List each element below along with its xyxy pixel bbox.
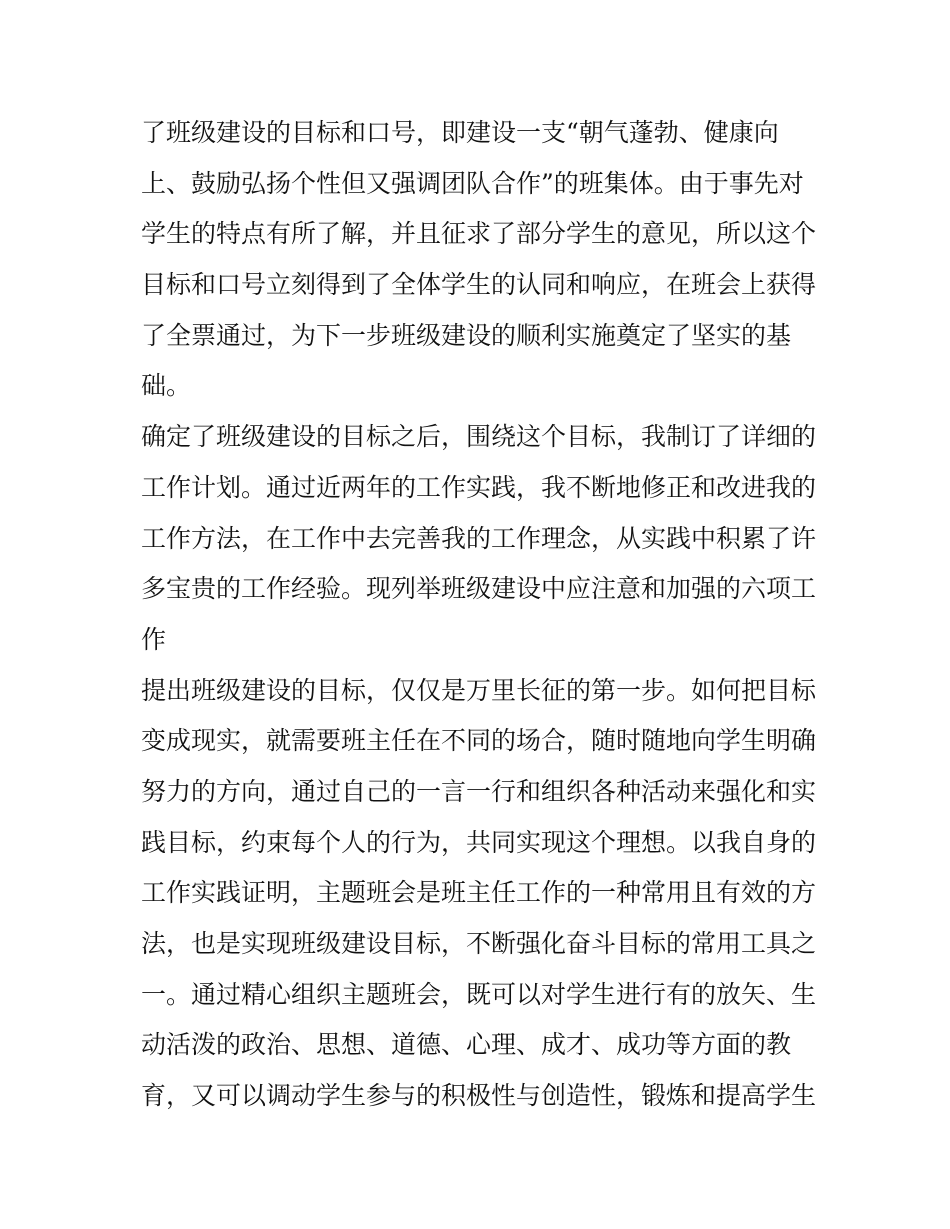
text-line: 提出班级建设的目标，仅仅是万里长征的第一步。如何把目标 (141, 675, 817, 705)
text-line: 了班级建设的目标和口号，即建设一支“朝气蓬勃、健康向 (141, 118, 779, 147)
paragraph-1 (141, 108, 821, 412)
text-line: 目标和口号立刻得到了全体学生的认同和响应，在班会上获得 (141, 270, 817, 300)
paragraph-2 (141, 412, 821, 665)
text-line: 工作方法，在工作中去完善我的工作理念，从实践中积累了许 (141, 523, 817, 553)
text-line: 学生的特点有所了解，并且征求了部分学生的意见，所以这个 (141, 219, 817, 249)
text-line: 育，又可以调动学生参与的积极性与创造性，锻炼和提高学生 (141, 1081, 817, 1111)
text-line: 工作实践证明，主题班会是班主任工作的一种常用且有效的方 (141, 878, 817, 908)
text-line: 践目标，约束每个人的行为，共同实现这个理想。以我自身的 (141, 827, 817, 857)
text-line: 上、鼓励弘扬个性但又强调团队合作”的班集体。由于事先对 (141, 168, 804, 198)
text-line: 变成现实，就需要班主任在不同的场合，随时随地向学生明确 (141, 726, 817, 756)
text-line: 础。 (141, 371, 192, 401)
text-line: 了全票通过，为下一步班级建设的顺利实施奠定了坚实的基 (141, 320, 792, 350)
document-body (141, 108, 821, 1172)
text-line: 动活泼的政治、思想、道德、心理、成才、成功等方面的教 (141, 1030, 792, 1060)
paragraph-3 (141, 666, 821, 1173)
text-line: 确定了班级建设的目标之后，围绕这个目标，我制订了详细的 (141, 422, 817, 452)
text-line (141, 1122, 821, 1173)
text-line: 努力的方向，通过自己的一言一行和组织各种活动来强化和实 (141, 776, 817, 806)
text-line: 工作计划。通过近两年的工作实践，我不断地修正和改进我的 (141, 472, 817, 502)
text-line: 多宝贵的工作经验。现列举班级建设中应注意和加强的六项工 (141, 574, 817, 604)
text-line: 一。通过精心组织主题班会，既可以对学生进行有的放矢、生 (141, 979, 817, 1009)
text-line: 作 (141, 624, 167, 654)
text-line: 法，也是实现班级建设目标，不断强化奋斗目标的常用工具之 (141, 929, 817, 958)
